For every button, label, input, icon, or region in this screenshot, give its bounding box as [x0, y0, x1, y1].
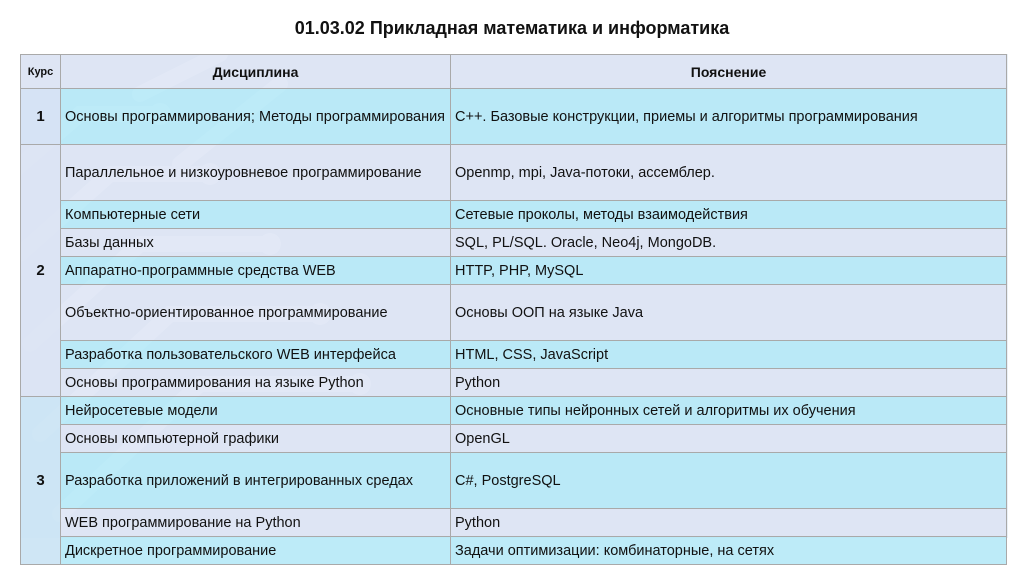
- explanation-cell: Сетевые проколы, методы взаимодействия: [451, 201, 1007, 229]
- explanation-cell: Python: [451, 369, 1007, 397]
- header-explanation: Пояснение: [451, 55, 1007, 89]
- curriculum-table: [20, 54, 1007, 565]
- header-discipline: Дисциплина: [61, 55, 451, 89]
- discipline-cell: Разработка приложений в интегрированных средах: [61, 453, 451, 509]
- table-row: [21, 537, 1007, 565]
- table-row: [21, 341, 1007, 369]
- explanation-cell: Задачи оптимизации: комбинаторные, на сетях: [451, 537, 1007, 565]
- table-row: [21, 145, 1007, 201]
- page-title: 01.03.02 Прикладная математика и информатика: [294, 18, 730, 38]
- header-course: Курс: [21, 55, 61, 89]
- table-row: [21, 425, 1007, 453]
- table-header-row: [21, 55, 1007, 89]
- explanation-cell: HTML, CSS, JavaScript: [451, 341, 1007, 369]
- discipline-cell: Основы программирования на языке Python: [61, 369, 451, 397]
- table-row: [21, 257, 1007, 285]
- explanation-cell: OpenGL: [451, 425, 1007, 453]
- table-row: [21, 453, 1007, 509]
- discipline-cell: Нейросетевые модели: [61, 397, 451, 425]
- explanation-cell: С++. Базовые конструкции, приемы и алгоритмы программирования: [451, 89, 1007, 145]
- explanation-cell: C#, PostgreSQL: [451, 453, 1007, 509]
- discipline-cell: Базы данных: [61, 229, 451, 257]
- explanation-cell: Openmp, mpi, Java-потоки, ассемблер.: [451, 145, 1007, 201]
- explanation-cell: SQL, PL/SQL. Oracle, Neo4j, MongoDB.: [451, 229, 1007, 257]
- table-row: [21, 397, 1007, 425]
- explanation-cell: Основы ООП на языке Java: [451, 285, 1007, 341]
- discipline-cell: WEB программирование на Python: [61, 509, 451, 537]
- table-row: [21, 229, 1007, 257]
- course-cell-3: 3: [21, 397, 61, 565]
- discipline-cell: Основы компьютерной графики: [61, 425, 451, 453]
- course-cell-2: 2: [21, 145, 61, 397]
- discipline-cell: Основы программирования; Методы программирования: [61, 89, 451, 145]
- table-row: [21, 509, 1007, 537]
- discipline-cell: Аппаратно-программные средства WEB: [61, 257, 451, 285]
- discipline-cell: Разработка пользовательского WEB интерфейса: [61, 341, 451, 369]
- discipline-cell: Объектно-ориентированное программирование: [61, 285, 451, 341]
- course-cell-1: 1: [21, 89, 61, 145]
- explanation-cell: Основные типы нейронных сетей и алгоритмы их обучения: [451, 397, 1007, 425]
- table-row: [21, 285, 1007, 341]
- explanation-cell: HTTP, PHP, MySQL: [451, 257, 1007, 285]
- discipline-cell: Дискретное программирование: [61, 537, 451, 565]
- table-row: [21, 201, 1007, 229]
- explanation-cell: Python: [451, 509, 1007, 537]
- discipline-cell: Параллельное и низкоуровневое программирование: [61, 145, 451, 201]
- table-area: [20, 54, 1008, 559]
- table-row: [21, 369, 1007, 397]
- discipline-cell: Компьютерные сети: [61, 201, 451, 229]
- table-row: [21, 89, 1007, 145]
